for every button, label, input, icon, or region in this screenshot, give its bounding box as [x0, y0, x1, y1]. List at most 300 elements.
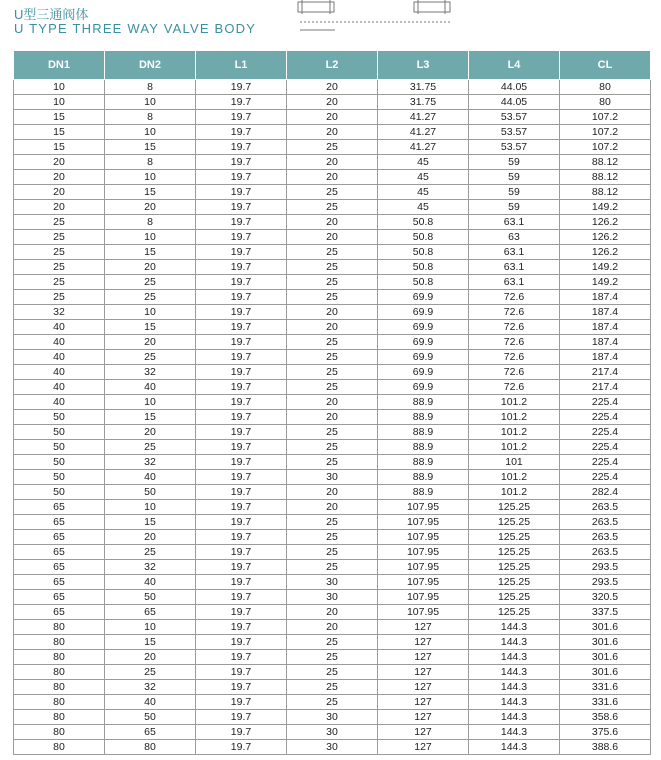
table-cell: 19.7	[196, 680, 287, 695]
table-row	[14, 485, 651, 500]
table-cell: 10	[105, 500, 196, 515]
table-cell: 80	[560, 95, 651, 110]
table-cell: 15	[105, 410, 196, 425]
table-cell: 10	[105, 170, 196, 185]
table-row	[14, 95, 651, 110]
table-cell: 88.9	[378, 440, 469, 455]
table-cell: 80	[14, 680, 105, 695]
table-row	[14, 560, 651, 575]
table-cell: 88.9	[378, 470, 469, 485]
table-cell: 25	[105, 440, 196, 455]
table-cell: 53.57	[469, 140, 560, 155]
table-cell: 25	[287, 515, 378, 530]
table-cell: 50.8	[378, 245, 469, 260]
table-cell: 301.6	[560, 620, 651, 635]
table-cell: 30	[287, 590, 378, 605]
table-row	[14, 245, 651, 260]
table-cell: 19.7	[196, 485, 287, 500]
table-cell: 144.3	[469, 665, 560, 680]
table-cell: 65	[14, 515, 105, 530]
table-cell: 88.9	[378, 395, 469, 410]
table-cell: 25	[287, 350, 378, 365]
table-cell: 19.7	[196, 575, 287, 590]
table-cell: 19.7	[196, 95, 287, 110]
table-row	[14, 620, 651, 635]
table-cell: 25	[105, 665, 196, 680]
table-cell: 125.25	[469, 500, 560, 515]
table-row	[14, 275, 651, 290]
table-cell: 125.25	[469, 575, 560, 590]
table-row	[14, 395, 651, 410]
table-cell: 15	[14, 110, 105, 125]
table-cell: 44.05	[469, 80, 560, 95]
table-cell: 32	[105, 680, 196, 695]
table-row	[14, 290, 651, 305]
table-body	[14, 80, 651, 755]
table-row	[14, 125, 651, 140]
table-cell: 80	[14, 710, 105, 725]
table-cell: 101.2	[469, 395, 560, 410]
table-cell: 25	[287, 140, 378, 155]
table-cell: 225.4	[560, 470, 651, 485]
table-row	[14, 110, 651, 125]
table-row	[14, 185, 651, 200]
dimension-table	[13, 50, 651, 755]
table-cell: 293.5	[560, 560, 651, 575]
table-cell: 25	[287, 290, 378, 305]
table-cell: 25	[287, 380, 378, 395]
table-row	[14, 680, 651, 695]
table-cell: 101.2	[469, 410, 560, 425]
table-cell: 19.7	[196, 590, 287, 605]
table-cell: 50	[14, 485, 105, 500]
table-row	[14, 410, 651, 425]
table-cell: 8	[105, 215, 196, 230]
table-cell: 15	[105, 185, 196, 200]
table-cell: 20	[14, 200, 105, 215]
table-cell: 40	[105, 695, 196, 710]
table-cell: 19.7	[196, 620, 287, 635]
table-cell: 80	[14, 740, 105, 755]
column-header-dn1: DN1	[14, 51, 105, 80]
table-cell: 19.7	[196, 725, 287, 740]
table-cell: 127	[378, 710, 469, 725]
table-cell: 20	[14, 185, 105, 200]
table-cell: 50.8	[378, 275, 469, 290]
table-row	[14, 140, 651, 155]
table-cell: 107.2	[560, 125, 651, 140]
table-cell: 125.25	[469, 545, 560, 560]
table-cell: 125.25	[469, 560, 560, 575]
table-cell: 19.7	[196, 290, 287, 305]
table-cell: 187.4	[560, 290, 651, 305]
table-cell: 20	[287, 170, 378, 185]
table-row	[14, 470, 651, 485]
table-cell: 41.27	[378, 110, 469, 125]
table-cell: 388.6	[560, 740, 651, 755]
table-cell: 107.95	[378, 605, 469, 620]
table-cell: 65	[14, 605, 105, 620]
table-cell: 50	[14, 470, 105, 485]
table-cell: 101.2	[469, 485, 560, 500]
table-cell: 30	[287, 710, 378, 725]
table-cell: 15	[14, 140, 105, 155]
table-cell: 65	[14, 560, 105, 575]
table-cell: 40	[14, 395, 105, 410]
table-cell: 45	[378, 170, 469, 185]
table-cell: 10	[105, 95, 196, 110]
table-cell: 107.2	[560, 140, 651, 155]
table-cell: 25	[287, 200, 378, 215]
table-row	[14, 635, 651, 650]
table-cell: 19.7	[196, 365, 287, 380]
table-cell: 187.4	[560, 305, 651, 320]
table-cell: 69.9	[378, 335, 469, 350]
title-chinese: U型三通阀体	[14, 7, 89, 22]
table-cell: 50.8	[378, 230, 469, 245]
table-cell: 20	[287, 110, 378, 125]
table-cell: 25	[14, 245, 105, 260]
table-cell: 69.9	[378, 290, 469, 305]
table-cell: 20	[287, 500, 378, 515]
table-cell: 20	[105, 200, 196, 215]
table-cell: 69.9	[378, 380, 469, 395]
table-cell: 144.3	[469, 710, 560, 725]
table-cell: 50	[14, 410, 105, 425]
table-cell: 41.27	[378, 140, 469, 155]
table-cell: 40	[14, 380, 105, 395]
table-cell: 80	[14, 695, 105, 710]
table-row	[14, 575, 651, 590]
table-cell: 69.9	[378, 365, 469, 380]
table-row	[14, 440, 651, 455]
table-cell: 65	[14, 590, 105, 605]
table-cell: 40	[14, 320, 105, 335]
table-cell: 25	[287, 560, 378, 575]
table-cell: 127	[378, 740, 469, 755]
table-cell: 80	[14, 725, 105, 740]
table-cell: 20	[105, 530, 196, 545]
table-row	[14, 650, 651, 665]
table-cell: 331.6	[560, 695, 651, 710]
table-cell: 88.9	[378, 410, 469, 425]
table-cell: 107.95	[378, 530, 469, 545]
table-cell: 65	[105, 725, 196, 740]
table-cell: 263.5	[560, 515, 651, 530]
table-cell: 20	[14, 155, 105, 170]
table-cell: 63.1	[469, 275, 560, 290]
table-cell: 19.7	[196, 260, 287, 275]
table-cell: 263.5	[560, 530, 651, 545]
table-cell: 50	[14, 425, 105, 440]
table-cell: 144.3	[469, 635, 560, 650]
table-cell: 63	[469, 230, 560, 245]
table-row	[14, 665, 651, 680]
table-cell: 20	[287, 95, 378, 110]
table-cell: 25	[287, 455, 378, 470]
table-cell: 301.6	[560, 665, 651, 680]
table-cell: 337.5	[560, 605, 651, 620]
table-cell: 358.6	[560, 710, 651, 725]
table-cell: 20	[287, 605, 378, 620]
table-cell: 125.25	[469, 530, 560, 545]
table-cell: 101.2	[469, 440, 560, 455]
table-cell: 72.6	[469, 305, 560, 320]
table-cell: 32	[105, 560, 196, 575]
table-row	[14, 425, 651, 440]
table-cell: 80	[14, 650, 105, 665]
table-cell: 301.6	[560, 635, 651, 650]
table-cell: 19.7	[196, 665, 287, 680]
table-cell: 19.7	[196, 410, 287, 425]
column-header-l2: L2	[287, 51, 378, 80]
table-cell: 15	[105, 515, 196, 530]
table-row	[14, 380, 651, 395]
table-row	[14, 710, 651, 725]
table-cell: 80	[105, 740, 196, 755]
table-cell: 59	[469, 170, 560, 185]
table-cell: 144.3	[469, 695, 560, 710]
table-cell: 65	[14, 500, 105, 515]
table-cell: 25	[105, 290, 196, 305]
table-cell: 20	[14, 170, 105, 185]
table-cell: 25	[287, 245, 378, 260]
table-cell: 30	[287, 470, 378, 485]
table-cell: 72.6	[469, 365, 560, 380]
table-cell: 50.8	[378, 215, 469, 230]
table-cell: 225.4	[560, 425, 651, 440]
table-cell: 65	[105, 605, 196, 620]
table-cell: 80	[14, 635, 105, 650]
table-cell: 127	[378, 695, 469, 710]
table-cell: 19.7	[196, 305, 287, 320]
table-row	[14, 155, 651, 170]
table-cell: 25	[287, 335, 378, 350]
table-cell: 19.7	[196, 350, 287, 365]
table-cell: 263.5	[560, 500, 651, 515]
table-cell: 19.7	[196, 125, 287, 140]
table-row	[14, 305, 651, 320]
table-cell: 25	[287, 695, 378, 710]
table-cell: 107.95	[378, 575, 469, 590]
table-cell: 144.3	[469, 680, 560, 695]
table-cell: 45	[378, 155, 469, 170]
table-cell: 19.7	[196, 560, 287, 575]
table-row	[14, 455, 651, 470]
table-cell: 25	[287, 365, 378, 380]
table-cell: 187.4	[560, 320, 651, 335]
table-cell: 107.95	[378, 515, 469, 530]
table-row	[14, 605, 651, 620]
table-cell: 149.2	[560, 275, 651, 290]
table-cell: 19.7	[196, 335, 287, 350]
table-cell: 25	[287, 650, 378, 665]
table-cell: 8	[105, 110, 196, 125]
table-cell: 225.4	[560, 395, 651, 410]
table-cell: 19.7	[196, 695, 287, 710]
table-cell: 50.8	[378, 260, 469, 275]
table-cell: 20	[287, 305, 378, 320]
table-cell: 50	[105, 710, 196, 725]
table-cell: 72.6	[469, 335, 560, 350]
table-cell: 19.7	[196, 515, 287, 530]
table-cell: 10	[105, 395, 196, 410]
table-cell: 72.6	[469, 380, 560, 395]
table-cell: 69.9	[378, 320, 469, 335]
table-cell: 144.3	[469, 620, 560, 635]
table-cell: 32	[105, 365, 196, 380]
table-cell: 15	[105, 635, 196, 650]
table-cell: 53.57	[469, 125, 560, 140]
table-cell: 19.7	[196, 110, 287, 125]
table-row	[14, 230, 651, 245]
table-cell: 144.3	[469, 740, 560, 755]
table-cell: 20	[105, 260, 196, 275]
table-cell: 107.95	[378, 500, 469, 515]
table-cell: 10	[14, 95, 105, 110]
table-row	[14, 365, 651, 380]
table-cell: 20	[105, 425, 196, 440]
table-cell: 127	[378, 620, 469, 635]
table-row	[14, 350, 651, 365]
table-cell: 65	[14, 530, 105, 545]
table-cell: 19.7	[196, 215, 287, 230]
column-header-dn2: DN2	[105, 51, 196, 80]
table-row	[14, 740, 651, 755]
table-cell: 32	[14, 305, 105, 320]
valve-drawing-fragment	[290, 0, 470, 40]
table-row	[14, 320, 651, 335]
table-cell: 8	[105, 155, 196, 170]
table-cell: 217.4	[560, 365, 651, 380]
table-row	[14, 500, 651, 515]
table-cell: 88.9	[378, 455, 469, 470]
table-cell: 40	[14, 365, 105, 380]
table-cell: 19.7	[196, 170, 287, 185]
column-header-l4: L4	[469, 51, 560, 80]
table-cell: 107.95	[378, 590, 469, 605]
table-cell: 331.6	[560, 680, 651, 695]
table-cell: 293.5	[560, 575, 651, 590]
table-cell: 25	[287, 530, 378, 545]
table-cell: 25	[14, 230, 105, 245]
table-cell: 19.7	[196, 740, 287, 755]
table-cell: 125.25	[469, 605, 560, 620]
table-row	[14, 725, 651, 740]
table-cell: 19.7	[196, 380, 287, 395]
table-cell: 65	[14, 575, 105, 590]
column-header-l3: L3	[378, 51, 469, 80]
table-cell: 19.7	[196, 425, 287, 440]
table-row	[14, 80, 651, 95]
table-cell: 40	[105, 380, 196, 395]
table-row	[14, 695, 651, 710]
table-cell: 10	[105, 305, 196, 320]
table-cell: 80	[560, 80, 651, 95]
table-cell: 19.7	[196, 80, 287, 95]
table-cell: 25	[105, 545, 196, 560]
table-cell: 45	[378, 185, 469, 200]
table-row	[14, 170, 651, 185]
table-cell: 10	[14, 80, 105, 95]
column-header-cl: CL	[560, 51, 651, 80]
title-english: U TYPE THREE WAY VALVE BODY	[14, 21, 257, 36]
table-cell: 107.95	[378, 560, 469, 575]
table-cell: 20	[287, 230, 378, 245]
table-cell: 72.6	[469, 290, 560, 305]
table-cell: 69.9	[378, 350, 469, 365]
table-cell: 282.4	[560, 485, 651, 500]
table-row	[14, 260, 651, 275]
table-cell: 44.05	[469, 95, 560, 110]
table-cell: 59	[469, 155, 560, 170]
table-cell: 25	[14, 290, 105, 305]
table-cell: 31.75	[378, 95, 469, 110]
table-cell: 15	[105, 245, 196, 260]
table-cell: 41.27	[378, 125, 469, 140]
table-cell: 72.6	[469, 320, 560, 335]
table-row	[14, 215, 651, 230]
table-cell: 19.7	[196, 635, 287, 650]
table-row	[14, 590, 651, 605]
table-cell: 25	[287, 260, 378, 275]
table-cell: 25	[14, 215, 105, 230]
table-cell: 50	[105, 485, 196, 500]
table-cell: 19.7	[196, 440, 287, 455]
table-cell: 20	[287, 80, 378, 95]
table-cell: 10	[105, 620, 196, 635]
table-cell: 53.57	[469, 110, 560, 125]
table-cell: 25	[287, 440, 378, 455]
table-cell: 19.7	[196, 395, 287, 410]
table-cell: 15	[105, 140, 196, 155]
table-cell: 19.7	[196, 650, 287, 665]
table-cell: 127	[378, 650, 469, 665]
table-cell: 127	[378, 635, 469, 650]
table-cell: 107.95	[378, 545, 469, 560]
table-cell: 72.6	[469, 350, 560, 365]
table-cell: 19.7	[196, 185, 287, 200]
table-cell: 25	[287, 545, 378, 560]
table-cell: 101.2	[469, 470, 560, 485]
table-cell: 25	[287, 635, 378, 650]
table-cell: 88.9	[378, 485, 469, 500]
table-cell: 80	[14, 620, 105, 635]
table-cell: 20	[287, 410, 378, 425]
table-cell: 59	[469, 185, 560, 200]
table-row	[14, 200, 651, 215]
table-cell: 69.9	[378, 305, 469, 320]
table-cell: 63.1	[469, 215, 560, 230]
table-cell: 50	[105, 590, 196, 605]
table-cell: 187.4	[560, 335, 651, 350]
table-cell: 144.3	[469, 650, 560, 665]
table-row	[14, 530, 651, 545]
table-cell: 101	[469, 455, 560, 470]
table-cell: 225.4	[560, 410, 651, 425]
table-cell: 25	[105, 350, 196, 365]
table-cell: 375.6	[560, 725, 651, 740]
table-cell: 19.7	[196, 200, 287, 215]
table-cell: 25	[287, 185, 378, 200]
table-cell: 127	[378, 725, 469, 740]
table-cell: 126.2	[560, 230, 651, 245]
table-cell: 20	[105, 335, 196, 350]
table-cell: 25	[287, 275, 378, 290]
table-cell: 19.7	[196, 530, 287, 545]
table-cell: 10	[105, 230, 196, 245]
table-row	[14, 335, 651, 350]
